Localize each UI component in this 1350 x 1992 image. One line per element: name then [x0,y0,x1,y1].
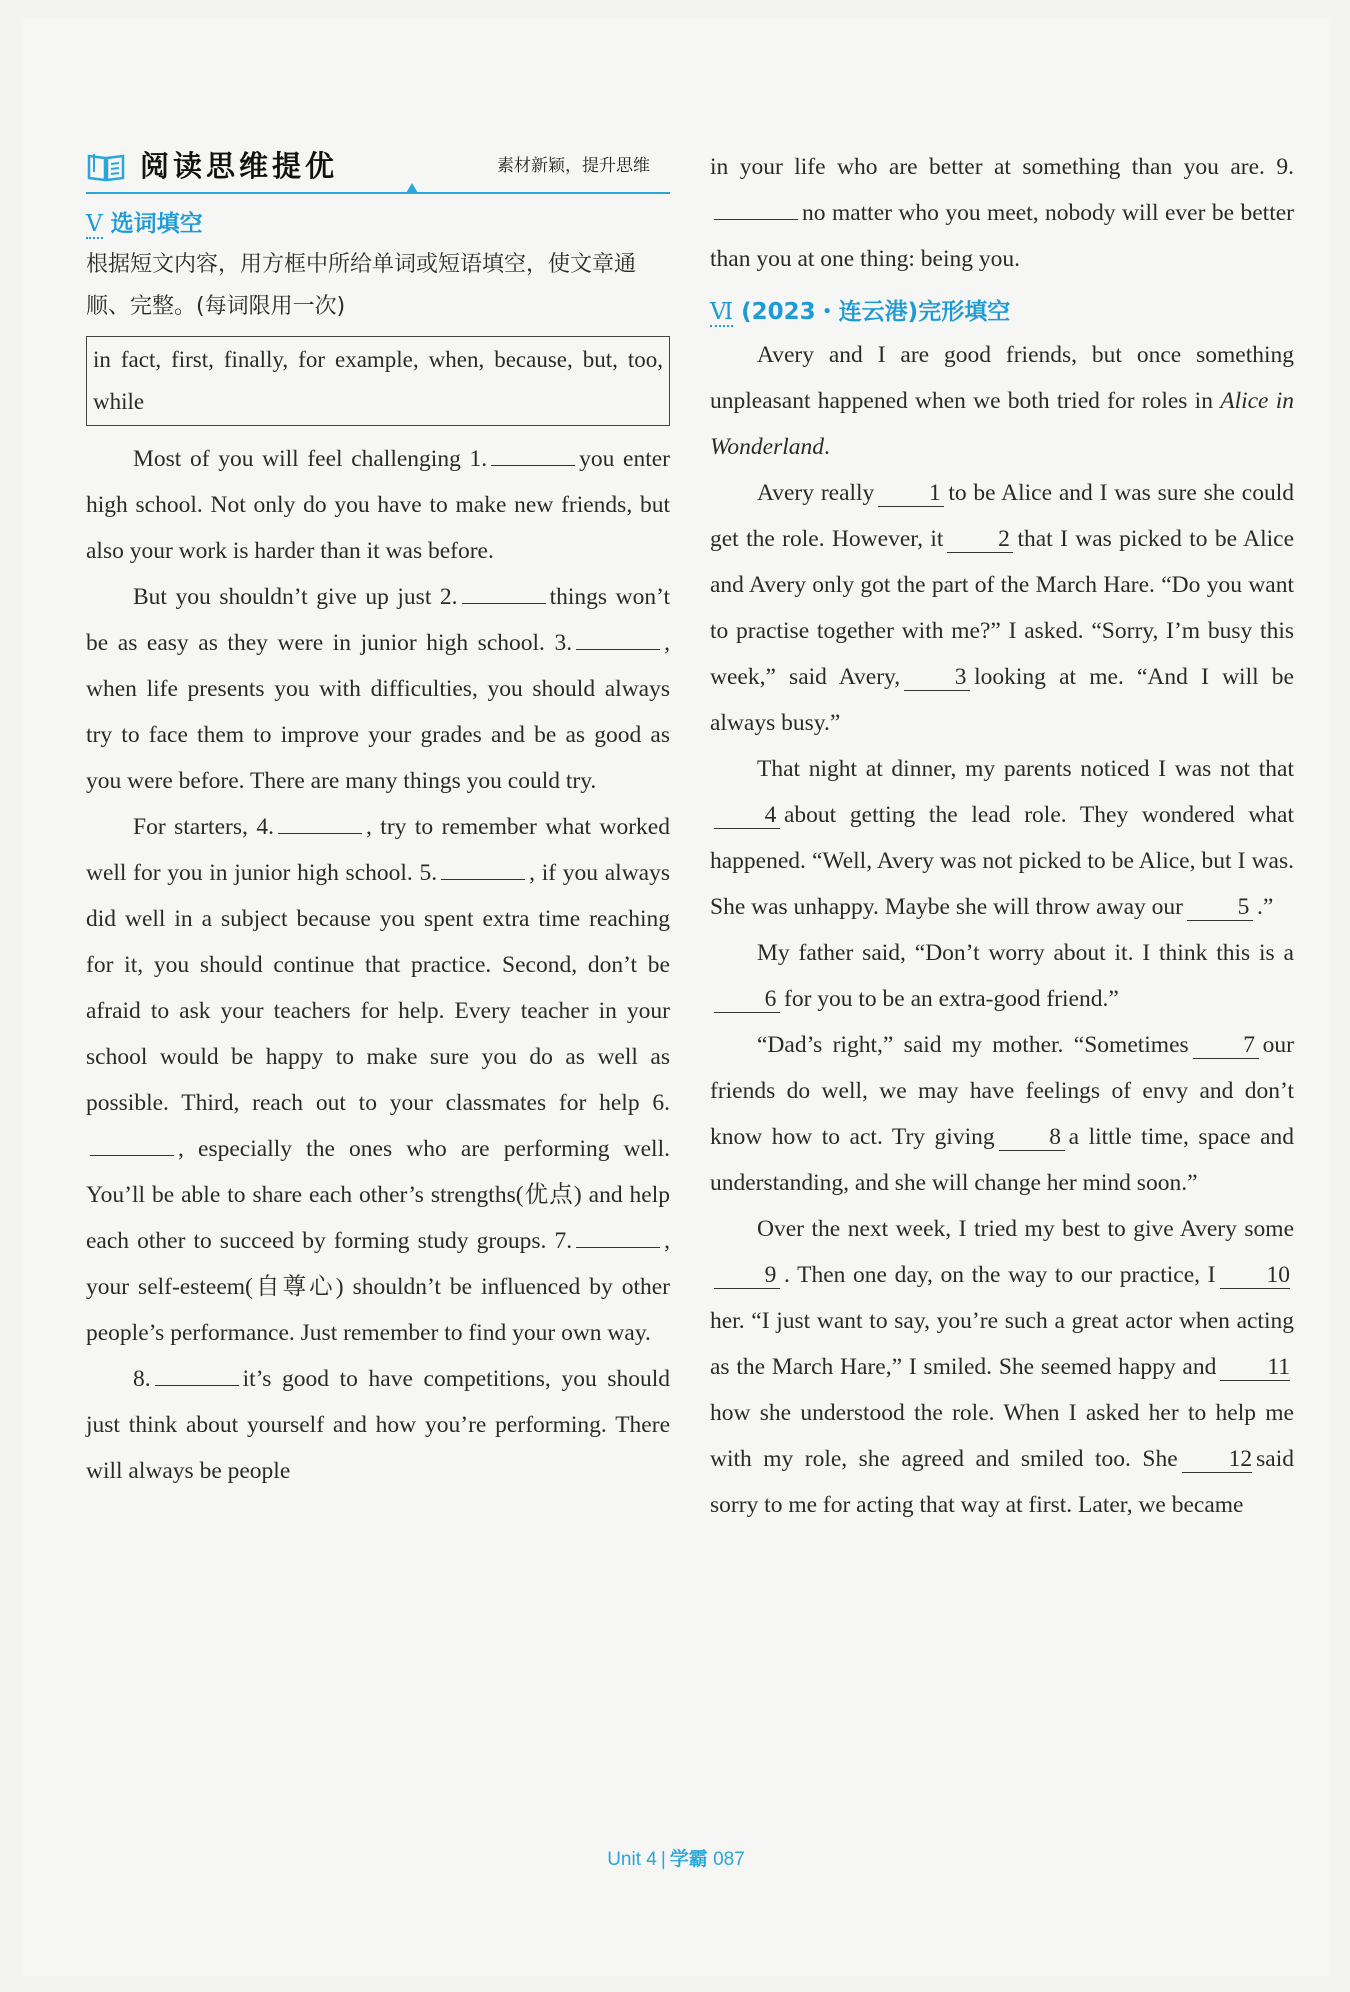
cloze-blank-1[interactable]: 1 [878,480,944,507]
section-6-source: (2023・连云港) [741,299,919,325]
section-5-title: 选词填空 [110,211,203,237]
answer-blank-9[interactable] [714,219,798,220]
passage1-paragraph-2: But you shouldn’t give up just 2. things won’t be as easy as they were in junior high school. 3. , when life presents you with difficulties, you should always try to face them to improve your grades and be as good as you were before. There are many things you could try. [86,584,670,794]
cloze-blank-5[interactable]: 5 [1187,894,1253,921]
answer-blank-2[interactable] [462,603,546,604]
play-title: Alice in Wonderland [710,388,1295,460]
passage2-paragraph-5: “Dad’s right,” said my mother. “Sometimes 7 our friends do well, we may have feelings of envy and don’t know how to act. Try giving 8 a little time, space and understanding, and she will change her mind soon.” [710,1032,1295,1196]
cloze-blank-8[interactable]: 8 [999,1124,1065,1151]
cloze-blank-10[interactable]: 10 [1220,1262,1291,1289]
cloze-blank-9[interactable]: 9 [714,1262,780,1289]
answer-blank-8[interactable] [155,1385,239,1386]
cloze-blank-11[interactable]: 11 [1220,1354,1290,1381]
passage1-paragraph-3: For starters, 4. , try to remember what worked well for you in junior high school. 5. , if you always did well in a subject because you spent extra time reaching for it, you should continue that practice. Second, don’t be afraid to ask your teachers for help. Every teacher in your school would be happy to make sure you do as well as possible. Third, reach out to your classmates for help 6., especially the ones who are performing well. You’ll be able to share each other’s strengths(优点) and help each other to succeed by forming study groups. 7. , your self-esteem(自尊心) shouldn’t be influenced by other people’s performance. Just remember to find your own way. [86,814,670,1346]
passage2-paragraph-4: My father said, “Don’t worry about it. I think this is a6 for you to be an extra-good friend.” [710,930,1294,1022]
section-6-number: Ⅵ [710,299,734,325]
section-header-subtitle: 素材新颖，提升思维 [497,156,650,176]
answer-blank-1[interactable] [491,465,575,466]
header-triangle-marker [406,183,418,193]
cloze-blank-6[interactable]: 6 [714,986,780,1013]
passage2-paragraph-3: That night at dinner, my parents noticed I was not that4 about getting the lead role. They wondered what happened. “Well, Avery was not picked to be Alice, but I was. She was unhappy. Maybe she will throw away our 5 .” [710,756,1294,920]
section-6-heading [710,292,1294,332]
open-book-icon [86,150,126,182]
word-bank-box: in fact, first, finally, for example, when, because, but, too, while [86,336,670,426]
cloze-blank-3[interactable]: 3 [904,664,970,691]
page-footer [22,1844,1330,1871]
answer-blank-7[interactable] [576,1247,660,1248]
cloze-blank-7[interactable]: 7 [1193,1032,1259,1059]
answer-blank-3[interactable] [576,649,660,650]
passage2-paragraph-1: Avery and I are good friends, but once something unpleasant happened when we both tried for roles in Alice in Wonderland. [710,342,1295,460]
passage2-paragraph-2: Avery really 1 to be Alice and I was sure she could get the role. However, it 2 that I was picked to be Alice and Avery only got the part of the March Hare. “Do you want to practise together with me?” I asked. “Sorry, I’m busy this week,” said Avery, 3 looking at me. “And I will be always busy.” [710,480,1294,736]
passage1-paragraph-4: 8. it’s good to have competitions, you should just think about yourself and how you’re performing. There will always be people [86,1366,670,1484]
right-column [710,144,1294,1528]
footer-separator: | [660,1849,666,1870]
left-column [86,140,670,1494]
footer-brand: 学霸 [669,1848,708,1870]
page-number: 087 [713,1849,745,1870]
section-5-number: Ⅴ [86,211,103,237]
section-5-instructions: 根据短文内容，用方框中所给单词或短语填空，使文章通顺、完整。(每词限用一次) [86,252,637,319]
cloze-blank-4[interactable]: 4 [714,802,780,829]
section-5-heading [86,204,670,244]
answer-blank-6[interactable] [90,1155,174,1156]
footer-unit: Unit 4 [607,1849,657,1870]
cloze-blank-2[interactable]: 2 [947,526,1013,553]
section-header-bar [86,140,670,194]
answer-blank-4[interactable] [278,833,362,834]
cloze-blank-12[interactable]: 12 [1182,1446,1253,1473]
workbook-page [22,18,1330,1976]
section-6-title: 完形填空 [918,299,1011,325]
section-header-title: 阅读思维提优 [140,149,339,183]
passage1-paragraph-4-continued: in your life who are better at something than you are. 9.no matter who you meet, nobody will ever be better than you at one thing: being you. [710,154,1294,272]
answer-blank-5[interactable] [441,879,525,880]
passage1-paragraph-1: Most of you will feel challenging 1. you enter high school. Not only do you have to make new friends, but also your work is harder than it was before. [86,446,670,564]
passage2-paragraph-6: Over the next week, I tried my best to give Avery some9 . Then one day, on the way to our practice, I 10her. “I just want to say, you’re such a great actor when acting as the March Hare,” I smiled. She seemed happy and 11how she understood the role. When I asked her to help me with my role, she agreed and smiled too. She 12 said sorry to me for acting that way at first. Later, we became [710,1216,1294,1518]
